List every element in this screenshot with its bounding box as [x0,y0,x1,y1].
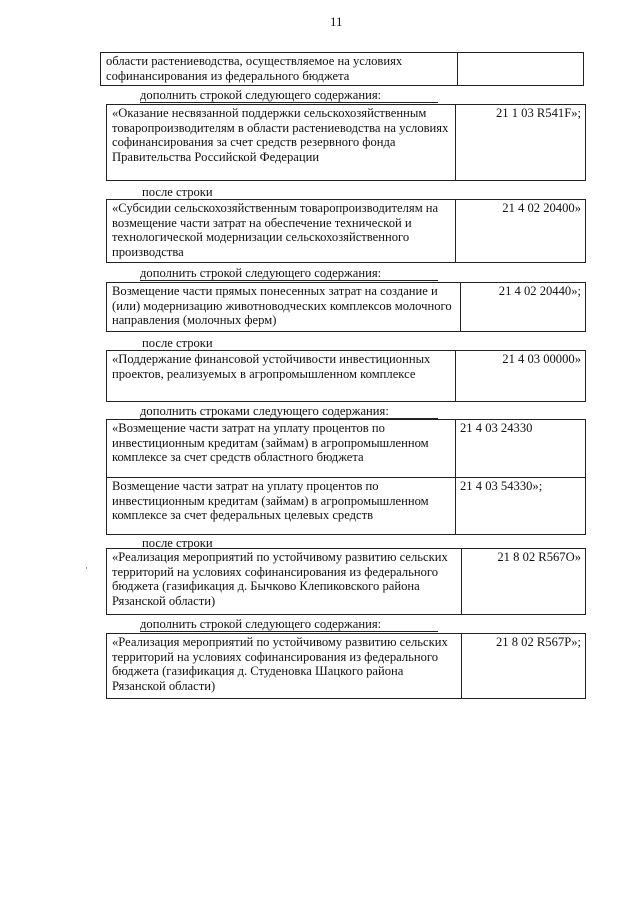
table-row [107,420,585,477]
table-block-5 [106,419,586,535]
instruction-add-line: дополнить строкой следующего содержания: [140,88,438,103]
row-name: «Возмещение части затрат на уплату процентов по инвестиционным кредитам (займам) в агропромышленном комплексе за счет средств областного бюджета [107,420,456,477]
stray-mark: · [85,563,88,573]
row-code: 21 4 03 54330»; [460,479,543,493]
row-code: 21 4 02 20440»; [498,284,581,298]
page-number: 11 [330,14,343,29]
table-block-0 [100,52,584,86]
row-code: 21 4 03 00000» [502,352,581,366]
instruction-add-lines: дополнить строками следующего содержания: [140,404,438,419]
row-code: 21 4 03 24330 [460,421,533,435]
table-row [107,477,585,534]
row-name: области растениеводства, осуществляемое на условиях софинансирования из федерального бюджета [101,53,458,85]
table-block-6 [106,548,586,615]
row-code: 21 8 02 R567O» [497,550,581,564]
row-code: 21 1 03 R541F»; [495,106,581,120]
row-name: «Реализация мероприятий по устойчивому развитию сельских территорий на условиях софинансирования из федерального бюджета (газификация д. Бычково Клепиковского района Рязанской области) [107,549,462,614]
row-name: Возмещение части затрат на уплату процентов по инвестиционным кредитам (займам) в агропромышленном комплексе за счет федеральных целевых средств [107,478,456,534]
table-block-3 [106,282,586,332]
instruction-after-line: после строки [142,185,213,199]
table-block-7 [106,633,586,699]
instruction-add-line: дополнить строкой следующего содержания: [140,617,438,632]
instruction-after-line: после строки [142,336,213,350]
table-block-1 [106,104,586,181]
instruction-after-line: после строки [142,536,213,550]
table-block-2 [106,199,586,263]
row-code: 21 4 02 20400» [502,201,581,215]
instruction-add-line: дополнить строкой следующего содержания: [140,266,438,281]
table-block-4 [106,350,586,402]
row-code: 21 8 02 R567P»; [495,635,581,649]
row-name: Возмещение части прямых понесенных затрат на создание и (или) модернизацию животноводческих комплексов молочного направления (молочных ферм) [107,283,461,331]
row-name: «Оказание несвязанной поддержки сельскохозяйственным товаропроизводителям в области растениеводства на условиях софинансирования за счет средств резервного фонда Правительства Российской Федерации [107,105,456,180]
row-name: «Реализация мероприятий по устойчивому развитию сельских территорий на условиях софинансирования из федерального бюджета (газификация д. Студеновка Шацкого района Рязанской области) [107,634,462,698]
row-code [458,53,583,85]
row-name: «Поддержание финансовой устойчивости инвестиционных проектов, реализуемых в агропромышленном комплексе [107,351,456,401]
row-name: «Субсидии сельскохозяйственным товаропроизводителям на возмещение части затрат на обеспечение технической и технологической модернизации сельскохозяйственного производства [107,200,456,262]
